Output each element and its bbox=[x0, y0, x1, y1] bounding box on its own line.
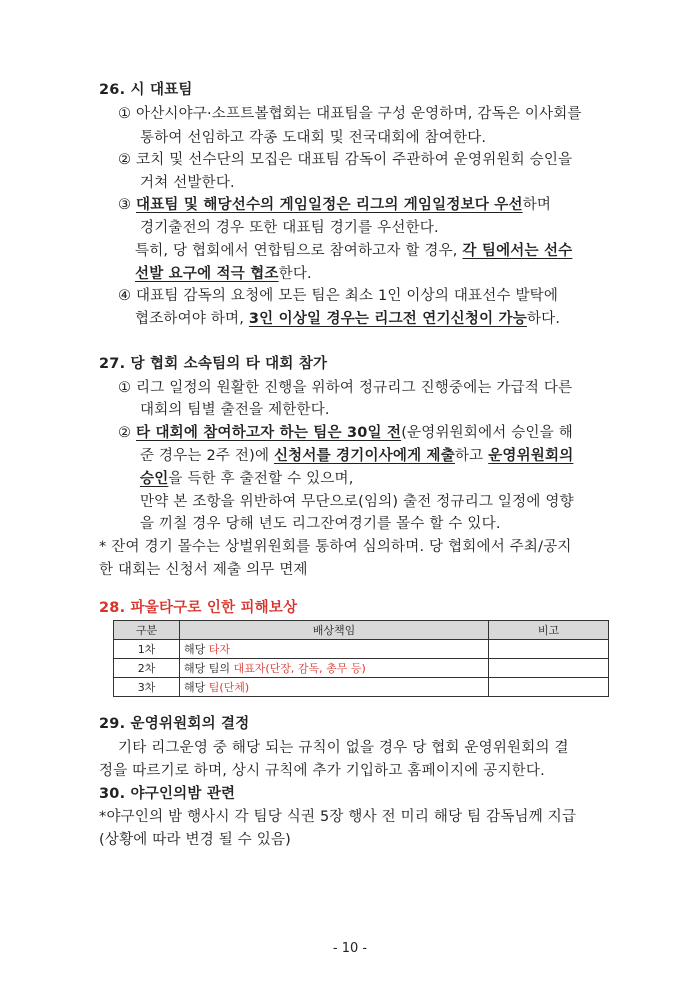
s29-line1: 기타 리그운영 중 해당 되는 규칙이 없을 경우 당 협회 운영위원회의 결 bbox=[118, 740, 569, 756]
header-liability: 배상책임 bbox=[180, 621, 489, 640]
s26-item3-line3-pre: 특히, 당 협회에서 연합팀으로 참여하고자 할 경우, bbox=[135, 243, 463, 259]
s27-item2-line2-pre: 준 경우는 2주 전)에 bbox=[140, 448, 274, 464]
s27-item2-number: ② bbox=[118, 425, 137, 441]
header-category: 구분 bbox=[114, 621, 180, 640]
row-category: 3차 bbox=[114, 678, 180, 697]
s30-line2: (상황에 따라 변경 될 수 있음) bbox=[99, 832, 292, 848]
s26-item3-line3 bbox=[135, 241, 572, 261]
s26-item3-line3-emphasis: 각 팀에서는 선수 bbox=[462, 243, 573, 259]
row-liability: 해당 타자 bbox=[180, 640, 489, 659]
s26-item3-line4-end: 한다. bbox=[278, 266, 312, 282]
s26-item1-line1: ① 아산시야구·소프트볼협회는 대표팀을 구성 운영하며, 감독은 이사회를 bbox=[118, 106, 582, 122]
s27-item2-line3-emphasis: 승인 bbox=[140, 471, 169, 487]
s26-item3-line4-emphasis: 선발 요구에 적극 협조 bbox=[135, 266, 279, 282]
row-category: 1차 bbox=[114, 640, 180, 659]
s26-item4-line2 bbox=[135, 309, 560, 329]
s26-item3-line2: 경기출전의 경우 또한 대표팀 경기를 우선한다. bbox=[140, 220, 439, 236]
table-row bbox=[114, 678, 609, 697]
page-number: - 10 - bbox=[332, 941, 368, 956]
s26-item3-line1 bbox=[118, 195, 551, 215]
s27-item2-line2-emphasis1: 신청서를 경기이사에게 제출 bbox=[273, 448, 455, 464]
row-category: 2차 bbox=[114, 659, 180, 678]
s27-item2-line3-end: 을 득한 후 출전할 수 있으며, bbox=[168, 471, 354, 487]
s27-item2-line1 bbox=[118, 423, 573, 443]
row-remarks bbox=[489, 678, 609, 697]
liability-highlight: 타자 bbox=[208, 643, 231, 656]
s26-item3-end: 하며 bbox=[522, 197, 552, 213]
s26-item4-line2-emphasis: 3인 이상일 경우는 리그전 연기신청이 가능 bbox=[248, 311, 527, 327]
section-29-title: 29. 운영위원회의 결정 bbox=[99, 716, 250, 732]
section-30-title: 30. 야구인의밤 관련 bbox=[99, 786, 236, 802]
s29-line2: 정을 따르기로 하며, 상시 규칙에 추가 기입하고 홈페이지에 공지한다. bbox=[99, 763, 545, 779]
s26-item3-line4 bbox=[135, 264, 312, 284]
row-liability: 해당 팀(단체) bbox=[180, 678, 489, 697]
s27-item1-line2: 대회의 팀별 출전을 제한한다. bbox=[140, 402, 330, 418]
row-remarks bbox=[489, 640, 609, 659]
table-row bbox=[114, 659, 609, 678]
header-remarks: 비고 bbox=[489, 621, 609, 640]
damage-compensation-table bbox=[113, 620, 609, 697]
s26-item1-line2: 통하여 선임하고 각종 도대회 및 전국대회에 참여한다. bbox=[140, 130, 487, 146]
liability-highlight: 팀(단체) bbox=[208, 681, 250, 694]
s26-item4-line2-pre: 협조하여야 하며, bbox=[135, 311, 249, 327]
s30-line1: *야구인의 밤 행사시 각 팀당 식권 5장 행사 전 미리 해당 팀 감독님께 지급 bbox=[99, 809, 577, 825]
s27-item2-emphasis: 타 대회에 참여하고자 하는 팀은 30일 전 bbox=[136, 425, 402, 441]
s27-note-line2: 한 대회는 신청서 제출 의무 면제 bbox=[99, 562, 308, 578]
s27-item2-line4: 만약 본 조항을 위반하여 무단으로(임의) 출전 정규리그 일정에 영향 bbox=[140, 494, 574, 510]
row-liability: 해당 팀의 대표자(단장, 감독, 총무 등) bbox=[180, 659, 489, 678]
table-header-row bbox=[114, 621, 609, 640]
table-row bbox=[114, 640, 609, 659]
liability-highlight: 대표자(단장, 감독, 총무 등) bbox=[233, 662, 366, 675]
s27-item2-line1-end: (운영위원회에서 승인을 해 bbox=[401, 425, 573, 441]
section-26-title: 26. 시 대표팀 bbox=[99, 82, 193, 98]
s26-item3-number: ③ bbox=[118, 197, 137, 213]
s26-item2-line1: ② 코치 및 선수단의 모집은 대표팀 감독이 주관하여 운영위원회 승인을 bbox=[118, 152, 573, 168]
s27-item2-line2-emphasis2: 운영위원회의 bbox=[488, 448, 574, 464]
s27-item2-line5: 을 끼칠 경우 당해 년도 리그잔여경기를 몰수 할 수 있다. bbox=[140, 516, 501, 532]
section-28-title: 28. 파울타구로 인한 피해보상 bbox=[99, 600, 298, 616]
section-27-title: 27. 당 협회 소속팀의 타 대회 참가 bbox=[99, 356, 328, 372]
s27-item2-line3 bbox=[140, 469, 354, 489]
s27-item2-line2-mid: 하고 bbox=[454, 448, 489, 464]
s27-note-line1: * 잔여 경기 몰수는 상벌위원회를 통하여 심의하며. 당 협회에서 주최/공지 bbox=[99, 539, 572, 555]
s27-item2-line2 bbox=[140, 446, 573, 466]
s26-item2-line2: 거쳐 선발한다. bbox=[140, 175, 235, 191]
s26-item4-line1: ④ 대표팀 감독의 요청에 모든 팀은 최소 1인 이상의 대표선수 발탁에 bbox=[118, 288, 559, 304]
row-remarks bbox=[489, 659, 609, 678]
s26-item3-emphasis: 대표팀 및 해당선수의 게임일정은 리그의 게임일정보다 우선 bbox=[136, 197, 523, 213]
s26-item4-line2-end: 하다. bbox=[526, 311, 561, 327]
s27-item1-line1: ① 리그 일정의 원활한 진행을 위하여 정규리그 진행중에는 가급적 다른 bbox=[118, 380, 573, 396]
